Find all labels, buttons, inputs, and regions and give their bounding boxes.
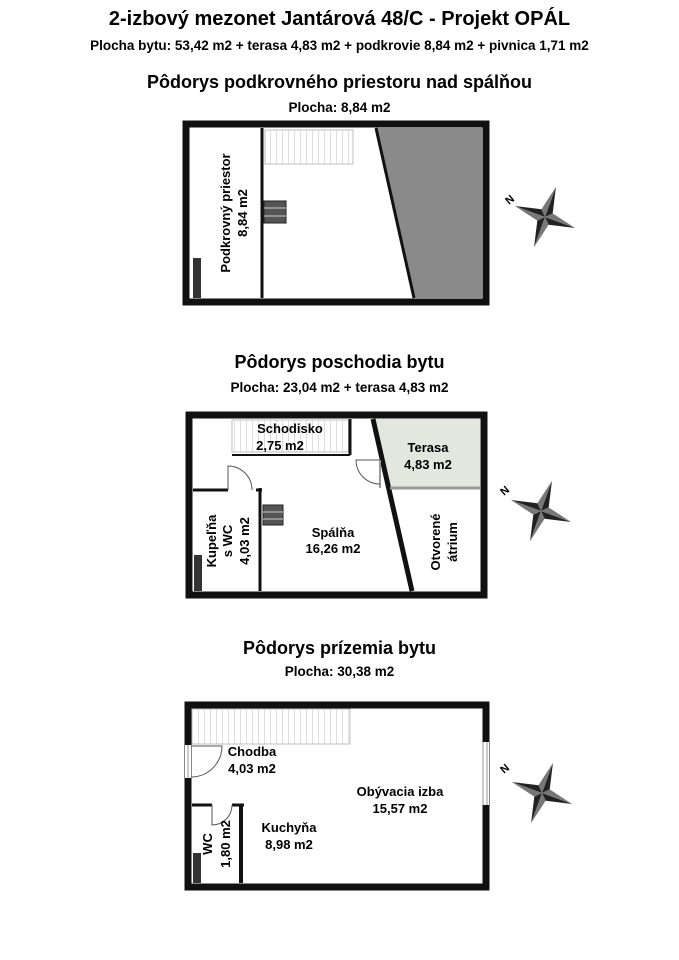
roof-window (263, 505, 283, 525)
room-label-bedroom: Spálňa (311, 525, 355, 540)
room-label-bathroom-wc: s WC (220, 524, 235, 558)
room-label-stairs: Schodisko (257, 421, 323, 436)
entry-door (191, 746, 222, 777)
room-area-attic: 8,84 m2 (235, 189, 250, 237)
room-label-living: Obývacia izba (356, 784, 444, 799)
room-area-bathroom: 4,03 m2 (237, 517, 252, 565)
stairs (192, 709, 350, 744)
room-area-kitchen: 8,98 m2 (265, 837, 313, 852)
room-label-atrium: Otvorené (428, 513, 443, 571)
compass-rose-icon (504, 176, 586, 258)
bathroom-door (228, 466, 252, 490)
room-label-wc: WC (200, 833, 215, 855)
page-title: 2-izbový mezonet Jantárová 48/C - Projekt OPÁL (108, 8, 571, 30)
room-label-bathroom: Kupeľňa (204, 514, 219, 568)
attic-plan (186, 124, 586, 302)
ground-plan-title: Pôdorys prízemia bytu (242, 638, 437, 658)
attic-plan-title: Pôdorys podkrovného priestoru nad spálňou (146, 72, 533, 92)
room-area-bedroom: 16,26 m2 (305, 541, 361, 556)
chimney (193, 853, 201, 883)
chimney (194, 555, 202, 591)
page-subtitle: Plocha bytu: 53,42 m2 + terasa 4,83 m2 + podkrovie 8,84 m2 + pivnica 1,71 m2 (90, 38, 589, 53)
room-label-terrace: Terasa (407, 440, 449, 455)
upper-plan (189, 415, 582, 595)
room-label-atrium-2: átrium (445, 522, 460, 562)
roof-window (264, 201, 286, 223)
compass-rose-icon (501, 752, 583, 834)
room-area-stairs: 2,75 m2 (256, 438, 304, 453)
attic-plan-area: Plocha: 8,84 m2 (288, 100, 391, 115)
ground-plan-area: Plocha: 30,38 m2 (284, 664, 395, 679)
room-label-attic: Podkrovný priestor (218, 153, 233, 273)
roof-slope (376, 128, 482, 298)
north-label: N (503, 192, 518, 208)
chimney (193, 258, 201, 298)
room-area-terrace: 4,83 m2 (404, 457, 452, 472)
room-area-hall: 4,03 m2 (228, 761, 276, 776)
upper-plan-area: Plocha: 23,04 m2 + terasa 4,83 m2 (230, 380, 449, 395)
room-area-living: 15,57 m2 (372, 801, 428, 816)
room-label-kitchen: Kuchyňa (261, 820, 317, 835)
north-label: N (498, 483, 513, 499)
stairs (265, 130, 353, 164)
north-label: N (498, 761, 513, 777)
room-label-hall: Chodba (227, 744, 277, 759)
ground-plan (185, 705, 583, 887)
terrace-door (356, 460, 380, 484)
room-area-wc: 1,80 m2 (218, 820, 233, 868)
compass-rose-icon (500, 470, 582, 552)
upper-plan-title: Pôdorys poschodia bytu (234, 352, 445, 372)
